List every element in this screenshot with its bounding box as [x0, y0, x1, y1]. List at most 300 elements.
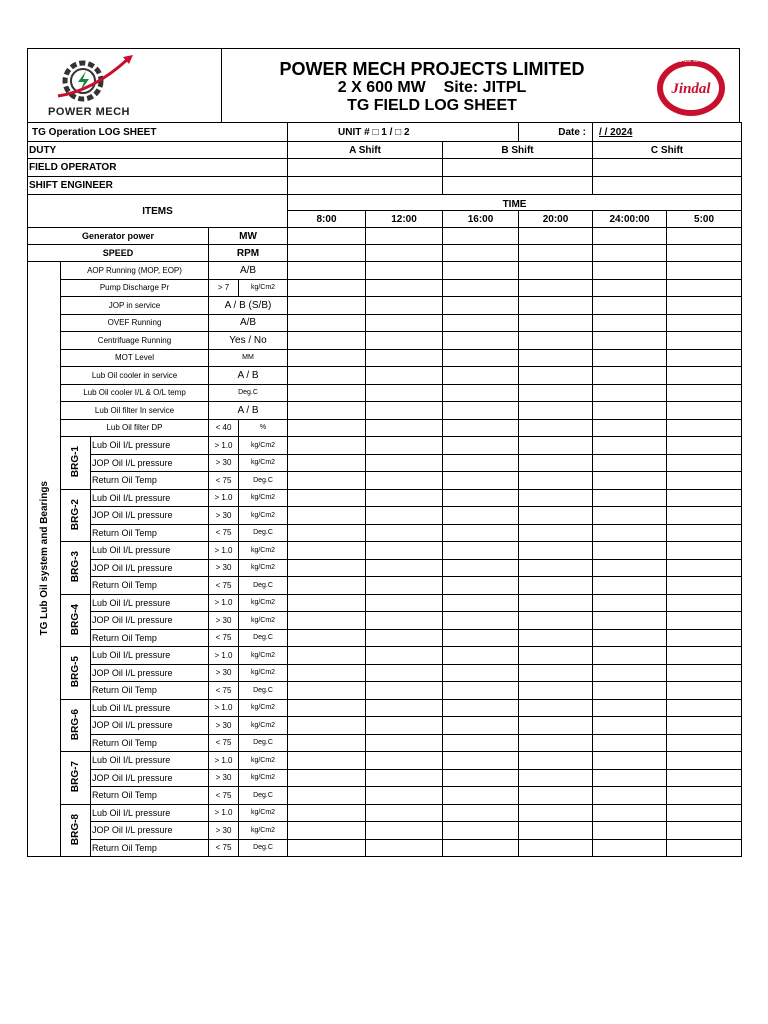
- entry-cell[interactable]: [443, 734, 519, 752]
- entry-cell[interactable]: [519, 647, 593, 665]
- field-operator-entry[interactable]: [443, 159, 593, 177]
- entry-cell[interactable]: [593, 384, 667, 402]
- oil-param-unit: MM: [209, 349, 288, 367]
- entry-cell[interactable]: [288, 332, 366, 350]
- entry-cell[interactable]: [366, 839, 443, 857]
- entry-cell[interactable]: [667, 682, 742, 700]
- entry-cell[interactable]: [593, 804, 667, 822]
- bearing-param-limit: > 1.0: [209, 752, 239, 770]
- entry-cell[interactable]: [667, 524, 742, 542]
- bearing-param-limit: > 1.0: [209, 542, 239, 560]
- logo-text: POWER MECH: [48, 106, 130, 118]
- entry-cell[interactable]: [288, 228, 366, 245]
- oil-param-row: [28, 262, 742, 280]
- entry-cell[interactable]: [288, 262, 366, 280]
- entry-cell[interactable]: [593, 472, 667, 490]
- duty-label: DUTY: [28, 142, 288, 159]
- bearing-label: BRG-4: [70, 603, 81, 635]
- entry-cell[interactable]: [443, 279, 519, 297]
- log-sheet-grid: [27, 122, 742, 857]
- entry-cell[interactable]: [593, 664, 667, 682]
- bearing-param-unit: kg/Cm2: [239, 489, 288, 507]
- entry-cell[interactable]: [593, 245, 667, 262]
- entry-cell[interactable]: [443, 262, 519, 280]
- oil-param-row: [28, 279, 742, 297]
- bearing-param-limit: > 1.0: [209, 437, 239, 455]
- top-param-row: [28, 245, 742, 262]
- entry-cell[interactable]: [288, 279, 366, 297]
- entry-cell[interactable]: [519, 279, 593, 297]
- bearing-param-unit: kg/Cm2: [239, 507, 288, 525]
- bearing-param-name: Lub Oil I/L pressure: [91, 647, 209, 665]
- entry-cell[interactable]: [593, 402, 667, 420]
- entry-cell[interactable]: [593, 419, 667, 437]
- entry-cell[interactable]: [443, 437, 519, 455]
- entry-cell[interactable]: [288, 682, 366, 700]
- entry-cell[interactable]: [667, 402, 742, 420]
- entry-cell[interactable]: [366, 349, 443, 367]
- entry-cell[interactable]: [288, 472, 366, 490]
- entry-cell[interactable]: [366, 559, 443, 577]
- entry-cell[interactable]: [288, 402, 366, 420]
- entry-cell[interactable]: [593, 437, 667, 455]
- entry-cell[interactable]: [288, 507, 366, 525]
- entry-cell[interactable]: [366, 454, 443, 472]
- entry-cell[interactable]: [519, 752, 593, 770]
- entry-cell[interactable]: [667, 699, 742, 717]
- entry-cell[interactable]: [519, 629, 593, 647]
- entry-cell[interactable]: [288, 647, 366, 665]
- entry-cell[interactable]: [593, 682, 667, 700]
- entry-cell[interactable]: [667, 279, 742, 297]
- bearing-row: [28, 489, 742, 507]
- entry-cell[interactable]: [519, 542, 593, 560]
- oil-param-name: Lub Oil filter In service: [61, 402, 209, 420]
- entry-cell[interactable]: [593, 839, 667, 857]
- entry-cell[interactable]: [519, 384, 593, 402]
- entry-cell[interactable]: [519, 454, 593, 472]
- entry-cell[interactable]: [366, 752, 443, 770]
- field-operator-label: FIELD OPERATOR: [28, 159, 288, 177]
- entry-cell[interactable]: [519, 612, 593, 630]
- entry-cell[interactable]: [288, 594, 366, 612]
- entry-cell[interactable]: [288, 769, 366, 787]
- shift-b-label: B Shift: [443, 142, 593, 159]
- entry-cell[interactable]: [366, 542, 443, 560]
- entry-cell[interactable]: [288, 437, 366, 455]
- entry-cell[interactable]: [366, 612, 443, 630]
- entry-cell[interactable]: [366, 332, 443, 350]
- entry-cell[interactable]: [288, 752, 366, 770]
- entry-cell[interactable]: [519, 437, 593, 455]
- bearing-row: [28, 664, 742, 682]
- entry-cell[interactable]: [366, 262, 443, 280]
- bearing-param-unit: kg/Cm2: [239, 594, 288, 612]
- entry-cell[interactable]: [366, 507, 443, 525]
- bearing-param-unit: kg/Cm2: [239, 612, 288, 630]
- entry-cell[interactable]: [366, 314, 443, 332]
- entry-cell[interactable]: [366, 489, 443, 507]
- entry-cell[interactable]: [519, 577, 593, 595]
- entry-cell[interactable]: [593, 454, 667, 472]
- entry-cell[interactable]: [443, 384, 519, 402]
- entry-cell[interactable]: [519, 367, 593, 385]
- entry-cell[interactable]: [288, 804, 366, 822]
- entry-cell[interactable]: [519, 664, 593, 682]
- entry-cell[interactable]: [366, 787, 443, 805]
- entry-cell[interactable]: [366, 594, 443, 612]
- entry-cell[interactable]: [288, 542, 366, 560]
- entry-cell[interactable]: [593, 262, 667, 280]
- entry-cell[interactable]: [288, 349, 366, 367]
- oil-param-row: [28, 314, 742, 332]
- entry-cell[interactable]: [443, 454, 519, 472]
- entry-cell[interactable]: [443, 559, 519, 577]
- shift-engineer-label: SHIFT ENGINEER: [28, 177, 288, 195]
- entry-cell[interactable]: [519, 769, 593, 787]
- oil-param-unit: A/B: [209, 262, 288, 280]
- bearing-row: [28, 559, 742, 577]
- bearing-param-limit: < 75: [209, 839, 239, 857]
- entry-cell[interactable]: [443, 524, 519, 542]
- entry-cell[interactable]: [288, 454, 366, 472]
- entry-cell[interactable]: [667, 228, 742, 245]
- entry-cell[interactable]: [667, 769, 742, 787]
- entry-cell[interactable]: [667, 542, 742, 560]
- shift-engineer-entry[interactable]: [593, 177, 742, 195]
- entry-cell[interactable]: [519, 717, 593, 735]
- entry-cell[interactable]: [366, 437, 443, 455]
- entry-cell[interactable]: [519, 507, 593, 525]
- entry-cell[interactable]: [593, 279, 667, 297]
- entry-cell[interactable]: [366, 384, 443, 402]
- entry-cell[interactable]: [288, 664, 366, 682]
- entry-cell[interactable]: [519, 419, 593, 437]
- entry-cell[interactable]: [593, 542, 667, 560]
- oil-param-unit: A / B: [209, 402, 288, 420]
- time-column-header: 12:00: [366, 211, 443, 228]
- entry-cell[interactable]: [366, 717, 443, 735]
- entry-cell[interactable]: [443, 228, 519, 245]
- power-mech-logo: [27, 48, 222, 122]
- entry-cell[interactable]: [366, 734, 443, 752]
- sheet-title-block: [222, 48, 642, 122]
- entry-cell[interactable]: [667, 612, 742, 630]
- entry-cell[interactable]: [443, 542, 519, 560]
- entry-cell[interactable]: [667, 717, 742, 735]
- entry-cell[interactable]: [519, 349, 593, 367]
- entry-cell[interactable]: [288, 489, 366, 507]
- entry-cell[interactable]: [366, 402, 443, 420]
- bearing-param-name: Return Oil Temp: [91, 472, 209, 490]
- bearing-row: [28, 542, 742, 560]
- entry-cell[interactable]: [667, 594, 742, 612]
- entry-cell[interactable]: [366, 822, 443, 840]
- oil-param-name: AOP Running (MOP, EOP): [61, 262, 209, 280]
- entry-cell[interactable]: [593, 629, 667, 647]
- bearing-row: [28, 437, 742, 455]
- entry-cell[interactable]: [667, 262, 742, 280]
- entry-cell[interactable]: [667, 489, 742, 507]
- bearing-param-limit: > 30: [209, 507, 239, 525]
- entry-cell[interactable]: [443, 717, 519, 735]
- entry-cell[interactable]: [593, 297, 667, 315]
- entry-cell[interactable]: [667, 437, 742, 455]
- entry-cell[interactable]: [593, 367, 667, 385]
- entry-cell[interactable]: [366, 664, 443, 682]
- entry-cell[interactable]: [593, 734, 667, 752]
- bearing-label: BRG-1: [70, 446, 81, 478]
- entry-cell[interactable]: [443, 664, 519, 682]
- entry-cell[interactable]: [593, 752, 667, 770]
- oil-param-unit: Yes / No: [209, 332, 288, 350]
- entry-cell[interactable]: [443, 752, 519, 770]
- entry-cell[interactable]: [366, 647, 443, 665]
- entry-cell[interactable]: [667, 384, 742, 402]
- entry-cell[interactable]: [519, 472, 593, 490]
- entry-cell[interactable]: [443, 629, 519, 647]
- entry-cell[interactable]: [667, 349, 742, 367]
- entry-cell[interactable]: [667, 559, 742, 577]
- entry-cell[interactable]: [519, 594, 593, 612]
- field-operator-entry[interactable]: [593, 159, 742, 177]
- bearing-row: [28, 839, 742, 857]
- entry-cell[interactable]: [366, 297, 443, 315]
- bearing-param-limit: > 1.0: [209, 804, 239, 822]
- entry-cell[interactable]: [519, 228, 593, 245]
- entry-cell[interactable]: [443, 297, 519, 315]
- entry-cell[interactable]: [366, 228, 443, 245]
- entry-cell[interactable]: [443, 787, 519, 805]
- entry-cell[interactable]: [288, 559, 366, 577]
- entry-cell[interactable]: [519, 402, 593, 420]
- bearing-param-unit: kg/Cm2: [239, 647, 288, 665]
- entry-cell[interactable]: [593, 787, 667, 805]
- entry-cell[interactable]: [288, 822, 366, 840]
- entry-cell[interactable]: [667, 734, 742, 752]
- entry-cell[interactable]: [519, 262, 593, 280]
- entry-cell[interactable]: [519, 489, 593, 507]
- bearing-param-name: Lub Oil I/L pressure: [91, 699, 209, 717]
- shift-engineer-entry[interactable]: [443, 177, 593, 195]
- entry-cell[interactable]: [593, 822, 667, 840]
- entry-cell[interactable]: [667, 839, 742, 857]
- entry-cell[interactable]: [443, 699, 519, 717]
- bearing-label-cell: [61, 594, 91, 647]
- entry-cell[interactable]: [593, 717, 667, 735]
- bearing-param-name: JOP Oil I/L pressure: [91, 664, 209, 682]
- entry-cell[interactable]: [519, 839, 593, 857]
- entry-cell[interactable]: [593, 524, 667, 542]
- entry-cell[interactable]: [519, 734, 593, 752]
- param-name: Generator power: [28, 228, 209, 245]
- bearing-row: [28, 612, 742, 630]
- field-operator-entry[interactable]: [288, 159, 443, 177]
- entry-cell[interactable]: [366, 367, 443, 385]
- bearing-param-unit: Deg.C: [239, 682, 288, 700]
- entry-cell[interactable]: [443, 839, 519, 857]
- entry-cell[interactable]: [519, 245, 593, 262]
- entry-cell[interactable]: [288, 717, 366, 735]
- bearing-param-limit: < 75: [209, 734, 239, 752]
- shift-c-label: C Shift: [593, 142, 742, 159]
- entry-cell[interactable]: [288, 787, 366, 805]
- entry-cell[interactable]: [667, 507, 742, 525]
- unit-selector[interactable]: UNIT # □ 1 / □ 2: [288, 123, 519, 142]
- entry-cell[interactable]: [667, 472, 742, 490]
- entry-cell[interactable]: [667, 367, 742, 385]
- entry-cell[interactable]: [667, 245, 742, 262]
- entry-cell[interactable]: [519, 559, 593, 577]
- bearing-row: [28, 752, 742, 770]
- entry-cell[interactable]: [443, 419, 519, 437]
- entry-cell[interactable]: [288, 577, 366, 595]
- entry-cell[interactable]: [366, 769, 443, 787]
- entry-cell[interactable]: [593, 559, 667, 577]
- entry-cell[interactable]: [593, 699, 667, 717]
- entry-cell[interactable]: [667, 787, 742, 805]
- entry-cell[interactable]: [519, 682, 593, 700]
- bearing-param-unit: Deg.C: [239, 787, 288, 805]
- entry-cell[interactable]: [667, 332, 742, 350]
- bearing-param-limit: < 75: [209, 787, 239, 805]
- entry-cell[interactable]: [366, 279, 443, 297]
- entry-cell[interactable]: [667, 454, 742, 472]
- entry-cell[interactable]: [288, 384, 366, 402]
- entry-cell[interactable]: [593, 612, 667, 630]
- entry-cell[interactable]: [366, 577, 443, 595]
- bearing-param-name: Return Oil Temp: [91, 524, 209, 542]
- entry-cell[interactable]: [288, 524, 366, 542]
- entry-cell[interactable]: [519, 699, 593, 717]
- time-column-header: 16:00: [443, 211, 519, 228]
- bearing-row: [28, 804, 742, 822]
- entry-cell[interactable]: [288, 297, 366, 315]
- bearing-param-unit: kg/Cm2: [239, 752, 288, 770]
- entry-cell[interactable]: [593, 489, 667, 507]
- bearing-param-limit: > 30: [209, 717, 239, 735]
- entry-cell[interactable]: [443, 349, 519, 367]
- bearing-param-name: JOP Oil I/L pressure: [91, 559, 209, 577]
- bearing-row: [28, 594, 742, 612]
- entry-cell[interactable]: [288, 367, 366, 385]
- oil-param-row: [28, 419, 742, 437]
- entry-cell[interactable]: [443, 594, 519, 612]
- oil-param-unit: A / B (S/B): [209, 297, 288, 315]
- entry-cell[interactable]: [667, 419, 742, 437]
- entry-cell[interactable]: [443, 804, 519, 822]
- entry-cell[interactable]: [593, 577, 667, 595]
- entry-cell[interactable]: [288, 734, 366, 752]
- entry-cell[interactable]: [443, 682, 519, 700]
- entry-cell[interactable]: [288, 245, 366, 262]
- entry-cell[interactable]: [519, 524, 593, 542]
- entry-cell[interactable]: [667, 577, 742, 595]
- entry-cell[interactable]: [366, 419, 443, 437]
- entry-cell[interactable]: [519, 804, 593, 822]
- bearing-param-unit: Deg.C: [239, 577, 288, 595]
- oil-param-row: [28, 332, 742, 350]
- entry-cell[interactable]: [443, 489, 519, 507]
- bearing-row: [28, 524, 742, 542]
- entry-cell[interactable]: [519, 332, 593, 350]
- entry-cell[interactable]: [667, 804, 742, 822]
- entry-cell[interactable]: [593, 594, 667, 612]
- sheet-title: TG FIELD LOG SHEET: [347, 97, 517, 114]
- entry-cell[interactable]: [288, 314, 366, 332]
- entry-cell[interactable]: [366, 472, 443, 490]
- entry-cell[interactable]: [519, 787, 593, 805]
- entry-cell[interactable]: [593, 228, 667, 245]
- time-column-header: 8:00: [288, 211, 366, 228]
- entry-cell[interactable]: [288, 419, 366, 437]
- entry-cell[interactable]: [519, 314, 593, 332]
- param-unit: RPM: [209, 245, 288, 262]
- entry-cell[interactable]: [443, 769, 519, 787]
- entry-cell[interactable]: [443, 245, 519, 262]
- entry-cell[interactable]: [366, 629, 443, 647]
- bearing-row: [28, 507, 742, 525]
- date-field[interactable]: / / 2024: [593, 123, 742, 142]
- entry-cell[interactable]: [443, 612, 519, 630]
- entry-cell[interactable]: [288, 612, 366, 630]
- entry-cell[interactable]: [443, 402, 519, 420]
- entry-cell[interactable]: [366, 682, 443, 700]
- entry-cell[interactable]: [366, 524, 443, 542]
- entry-cell[interactable]: [366, 245, 443, 262]
- entry-cell[interactable]: [443, 507, 519, 525]
- entry-cell[interactable]: [288, 839, 366, 857]
- entry-cell[interactable]: [667, 314, 742, 332]
- entry-cell[interactable]: [288, 629, 366, 647]
- shift-engineer-entry[interactable]: [288, 177, 443, 195]
- entry-cell[interactable]: [443, 472, 519, 490]
- bearing-param-limit: > 30: [209, 664, 239, 682]
- entry-cell[interactable]: [519, 822, 593, 840]
- entry-cell[interactable]: [593, 314, 667, 332]
- bearing-param-name: Lub Oil I/L pressure: [91, 542, 209, 560]
- entry-cell[interactable]: [443, 314, 519, 332]
- entry-cell[interactable]: [667, 752, 742, 770]
- entry-cell[interactable]: [443, 577, 519, 595]
- entry-cell[interactable]: [366, 699, 443, 717]
- entry-cell[interactable]: [593, 647, 667, 665]
- bearing-param-limit: > 30: [209, 612, 239, 630]
- entry-cell[interactable]: [593, 769, 667, 787]
- entry-cell[interactable]: [288, 699, 366, 717]
- bearing-param-limit: > 1.0: [209, 647, 239, 665]
- jindal-logo-icon: [651, 52, 731, 120]
- entry-cell[interactable]: [667, 664, 742, 682]
- entry-cell[interactable]: [366, 804, 443, 822]
- entry-cell[interactable]: [443, 822, 519, 840]
- entry-cell[interactable]: [443, 367, 519, 385]
- bearing-row: [28, 454, 742, 472]
- entry-cell[interactable]: [593, 349, 667, 367]
- entry-cell[interactable]: [443, 647, 519, 665]
- bearing-param-name: JOP Oil I/L pressure: [91, 612, 209, 630]
- power-mech-gear-icon: [53, 51, 163, 111]
- entry-cell[interactable]: [593, 507, 667, 525]
- entry-cell[interactable]: [667, 629, 742, 647]
- entry-cell[interactable]: [593, 332, 667, 350]
- entry-cell[interactable]: [443, 332, 519, 350]
- entry-cell[interactable]: [667, 647, 742, 665]
- entry-cell[interactable]: [667, 297, 742, 315]
- entry-cell[interactable]: [519, 297, 593, 315]
- entry-cell[interactable]: [667, 822, 742, 840]
- oil-param-name: Lub Oil cooler I/L & O/L temp: [61, 384, 209, 402]
